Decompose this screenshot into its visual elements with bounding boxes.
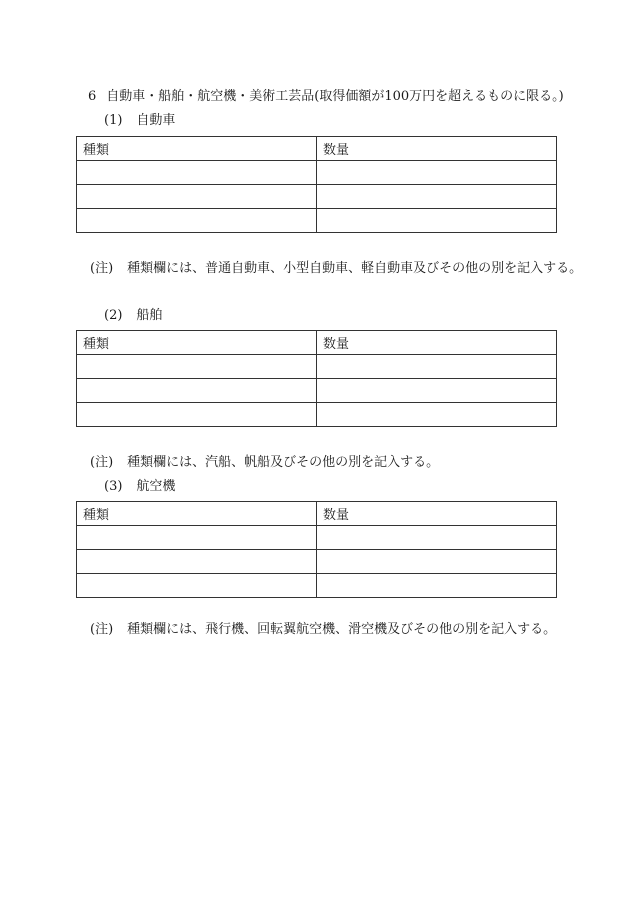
header-type: 種類 xyxy=(77,137,317,161)
table-row xyxy=(77,574,557,598)
section-title: 自動車・船舶・航空機・美術工芸品(取得価額が100万円を超えるものに限る。) xyxy=(106,89,564,104)
table-header-row xyxy=(77,331,557,355)
aircraft-table xyxy=(76,501,557,598)
subsection-number: (3) xyxy=(104,479,123,494)
subsection-heading-aircraft xyxy=(104,479,175,495)
table-row xyxy=(77,355,557,379)
table-row xyxy=(77,403,557,427)
table-row xyxy=(77,379,557,403)
quantity-cell[interactable] xyxy=(317,574,557,598)
table-row xyxy=(77,209,557,233)
note-text: 種類欄には、汽船、帆船及びその他の別を記入する。 xyxy=(127,455,440,470)
header-quantity: 数量 xyxy=(317,331,557,355)
subsection-heading-ship xyxy=(104,308,162,324)
table-row xyxy=(77,185,557,209)
type-cell[interactable] xyxy=(77,550,317,574)
quantity-cell[interactable] xyxy=(317,185,557,209)
type-cell[interactable] xyxy=(77,403,317,427)
type-cell[interactable] xyxy=(77,355,317,379)
subsection-title: 自動車 xyxy=(136,113,176,128)
automobile-table xyxy=(76,136,557,233)
ship-table xyxy=(76,330,557,427)
note-label: (注) xyxy=(90,455,114,470)
quantity-cell[interactable] xyxy=(317,379,557,403)
type-cell[interactable] xyxy=(77,161,317,185)
table-header-row xyxy=(77,502,557,526)
note-aircraft xyxy=(90,622,556,638)
type-cell[interactable] xyxy=(77,209,317,233)
table-header-row xyxy=(77,137,557,161)
subsection-title: 航空機 xyxy=(136,479,176,494)
note-automobile xyxy=(90,261,582,277)
quantity-cell[interactable] xyxy=(317,355,557,379)
header-quantity: 数量 xyxy=(317,502,557,526)
table-row xyxy=(77,161,557,185)
quantity-cell[interactable] xyxy=(317,209,557,233)
type-cell[interactable] xyxy=(77,379,317,403)
type-cell[interactable] xyxy=(77,574,317,598)
section-heading xyxy=(88,89,564,105)
quantity-cell[interactable] xyxy=(317,403,557,427)
type-cell[interactable] xyxy=(77,185,317,209)
quantity-cell[interactable] xyxy=(317,161,557,185)
table-row xyxy=(77,526,557,550)
quantity-cell[interactable] xyxy=(317,526,557,550)
subsection-number: (1) xyxy=(104,113,123,128)
subsection-title: 船舶 xyxy=(136,308,163,323)
type-cell[interactable] xyxy=(77,526,317,550)
note-label: (注) xyxy=(90,261,114,276)
note-ship xyxy=(90,455,439,471)
quantity-cell[interactable] xyxy=(317,550,557,574)
section-number: 6 xyxy=(88,89,97,104)
note-text: 種類欄には、飛行機、回転翼航空機、滑空機及びその他の別を記入する。 xyxy=(127,622,557,637)
note-text: 種類欄には、普通自動車、小型自動車、軽自動車及びその他の別を記入する。 xyxy=(127,261,583,276)
subsection-heading-automobile xyxy=(104,113,175,129)
header-type: 種類 xyxy=(77,331,317,355)
header-quantity: 数量 xyxy=(317,137,557,161)
header-type: 種類 xyxy=(77,502,317,526)
subsection-number: (2) xyxy=(104,308,123,323)
table-row xyxy=(77,550,557,574)
note-label: (注) xyxy=(90,622,114,637)
